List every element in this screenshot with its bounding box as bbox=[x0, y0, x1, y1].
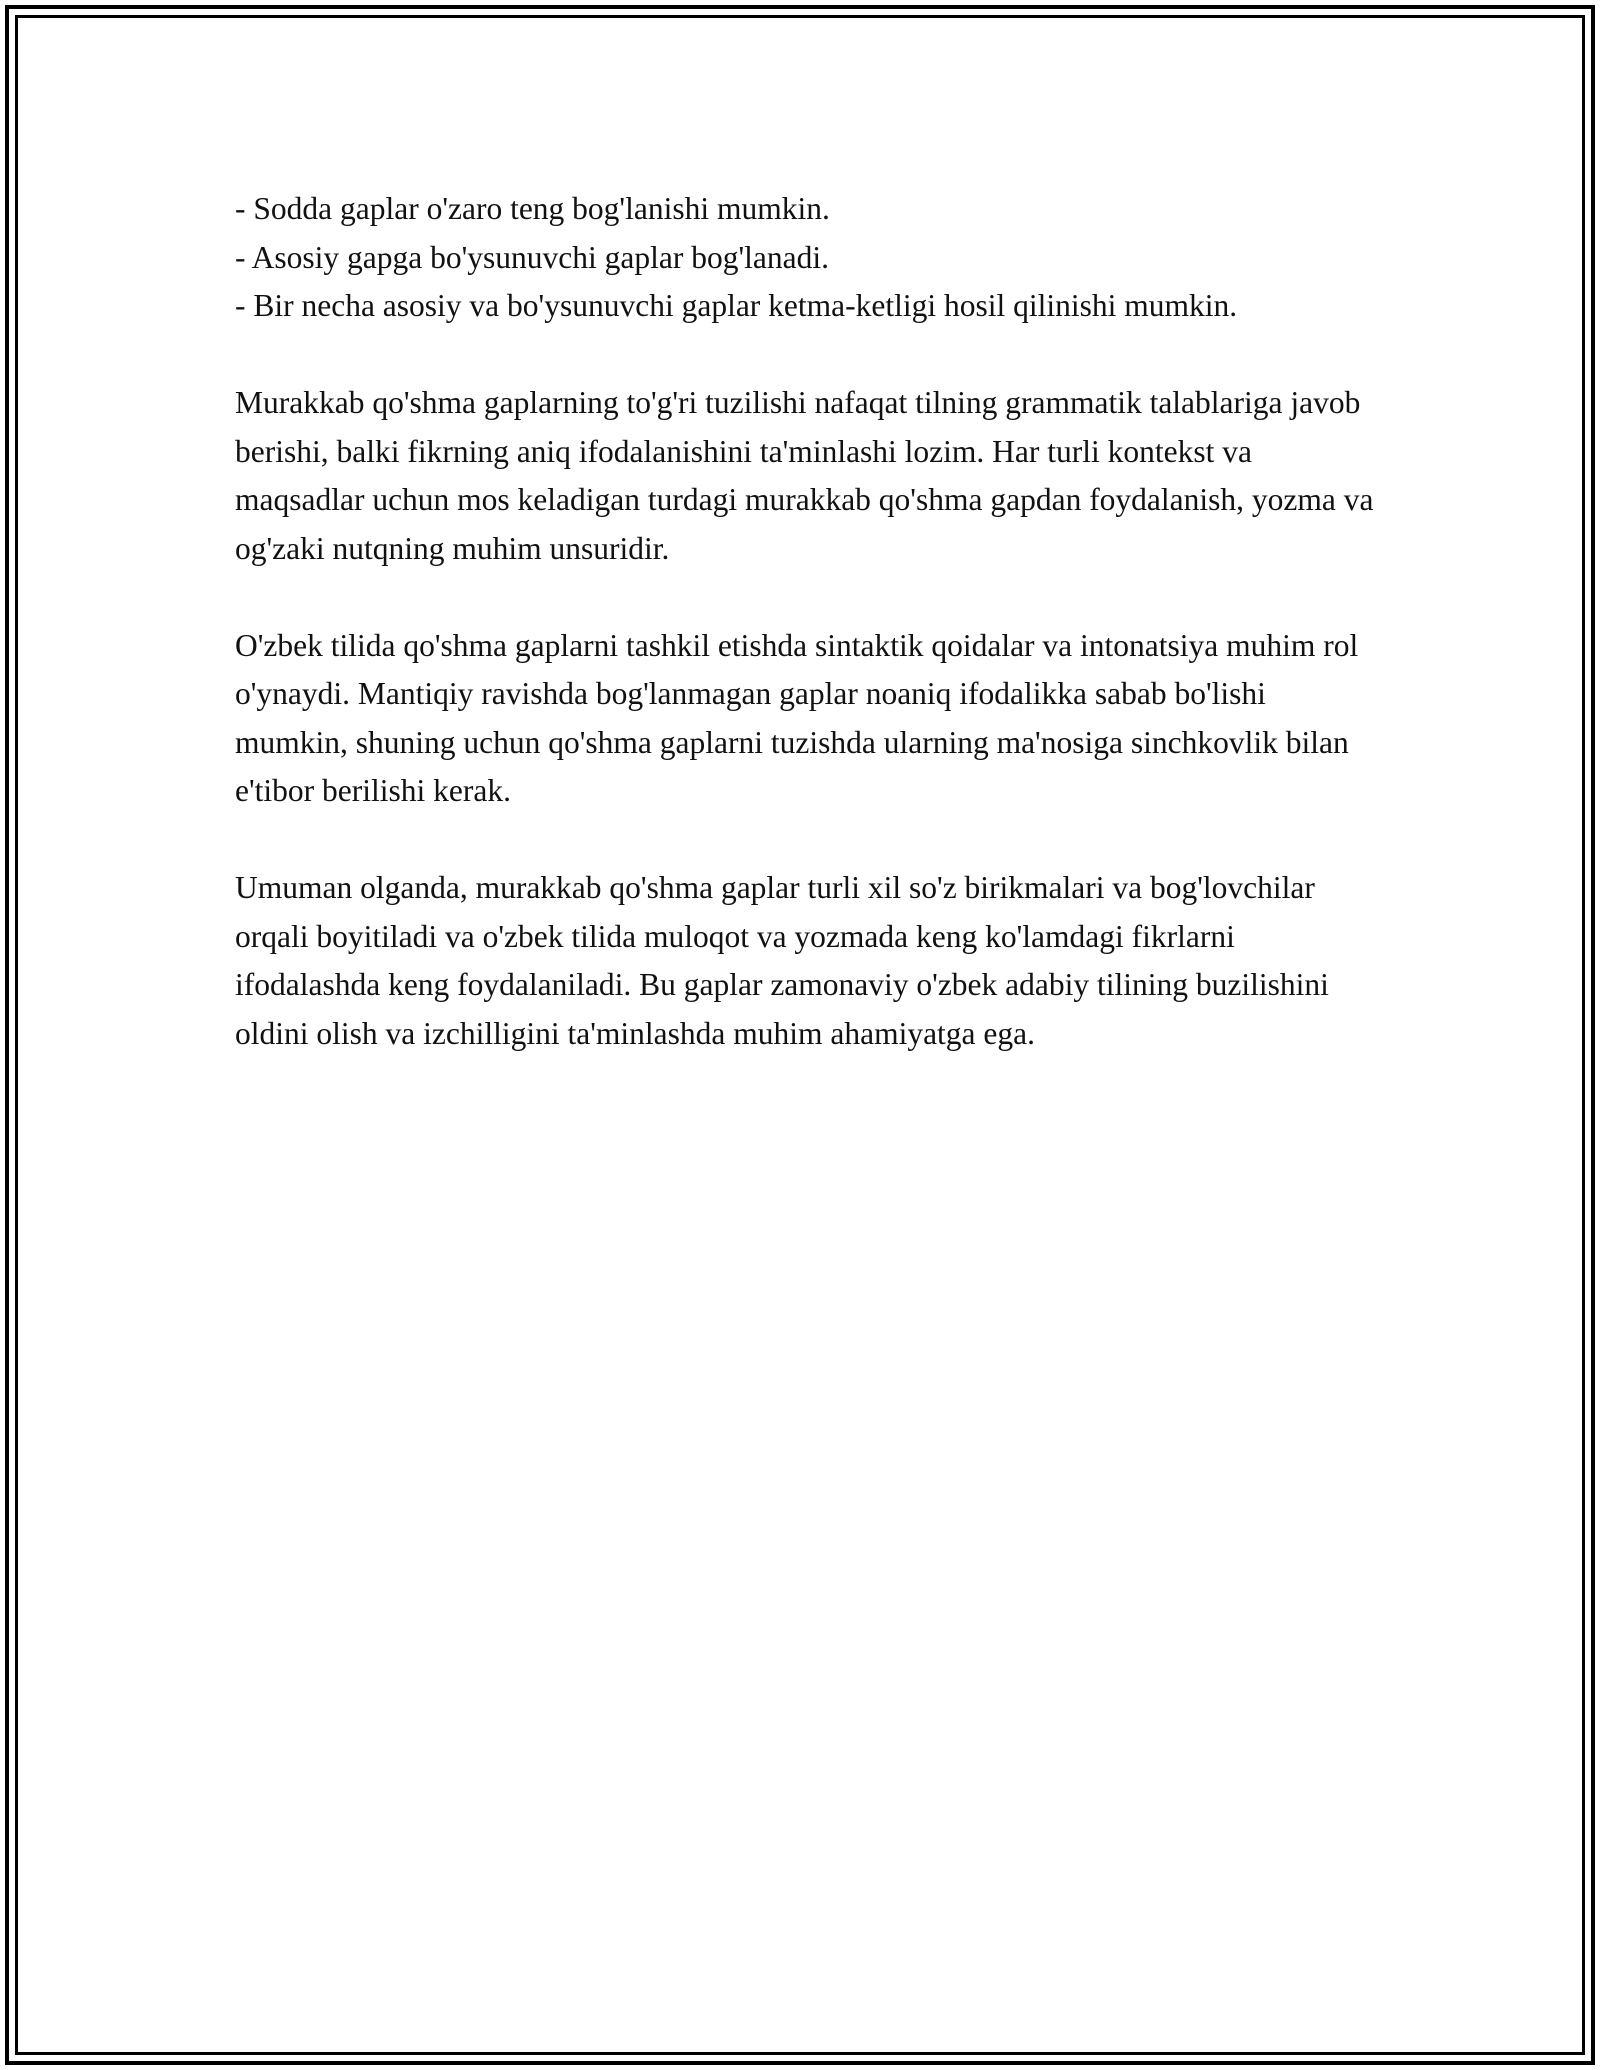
paragraph: Umuman olganda, murakkab qo'shma gaplar turli xil so'z birikmalari va bog'lovchilar orqali boyitiladi va o'zbek tilida muloqot va yozmada keng ko'lamdagi fikrlarni ifodalashda keng foydalaniladi. Bu gaplar zamonaviy o'zbek adabiy tilining buzilishini oldini olish va izchilligini ta'minlashda muhim ahamiyatga ega. bbox=[235, 870, 1329, 1051]
paragraph: Murakkab qo'shma gaplarning to'g'ri tuzilishi nafaqat tilning grammatik talablariga javob berishi, balki fikrning aniq ifodalanishini ta'minlashi lozim. Har turli kontekst va maqsadlar uchun mos keladigan turdagi murakkab qo'shma gapdan foydalanish, yozma va og'zaki nutqning muhim unsuridir. bbox=[235, 385, 1374, 566]
bullet-item: - Sodda gaplar o'zaro teng bog'lanishi mumkin. bbox=[235, 191, 830, 226]
bullet-item: - Bir necha asosiy va bo'ysunuvchi gaplar ketma-ketligi hosil qilinishi mumkin. bbox=[235, 288, 1238, 323]
document-body bbox=[235, 185, 1385, 1058]
paragraph: O'zbek tilida qo'shma gaplarni tashkil etishda sintaktik qoidalar va intonatsiya muhim rol o'ynaydi. Mantiqiy ravishda bog'lanmagan gaplar noaniq ifodalikka sabab bo'lishi mumkin, shuning uchun qo'shma gaplarni tuzishda ularning ma'nosiga sinchkovlik bilan e'tibor berilishi kerak. bbox=[235, 627, 1359, 808]
bullet-item: - Asosiy gapga bo'ysunuvchi gaplar bog'lanadi. bbox=[235, 239, 829, 275]
bullet-list bbox=[235, 185, 1385, 331]
